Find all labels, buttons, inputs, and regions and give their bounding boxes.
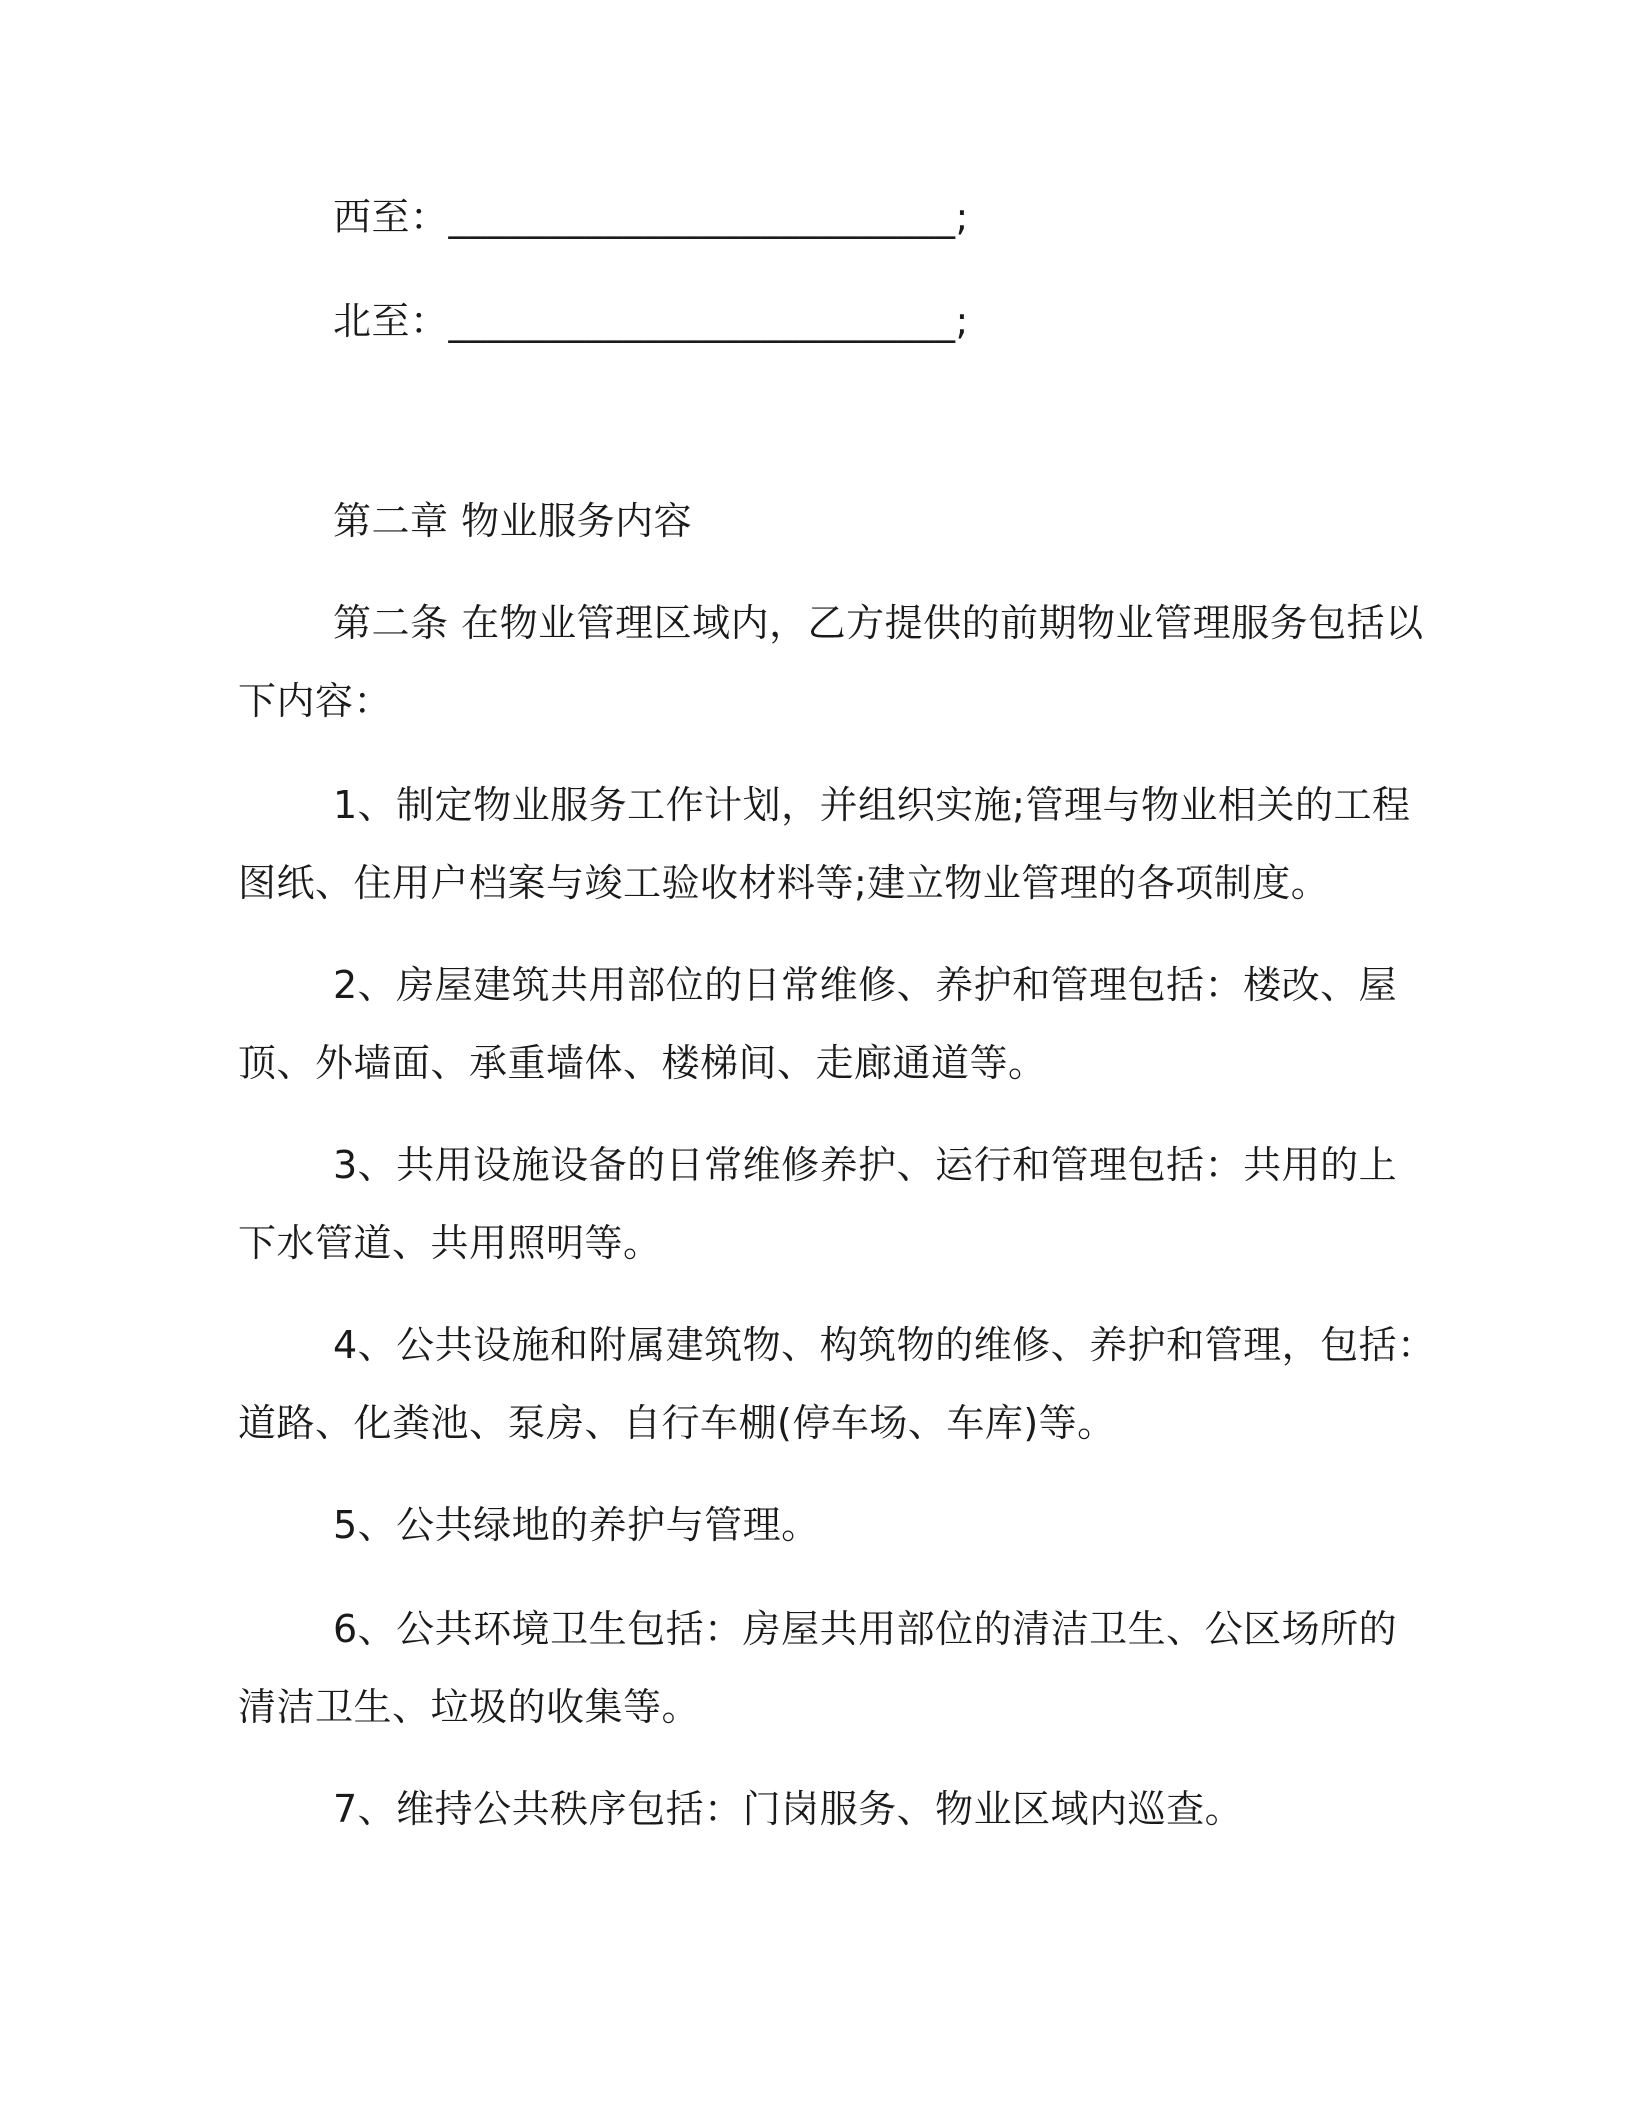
item-6-line-2: 清洁卫生、垃圾的收集等。 bbox=[238, 1685, 701, 1729]
item-6-line-1: 6、公共环境卫生包括：房屋共用部位的清洁卫生、公区场所的 bbox=[333, 1607, 1398, 1651]
article-2-line-1: 第二条 在物业管理区域内，乙方提供的前期物业管理服务包括以 bbox=[333, 601, 1424, 645]
chapter-heading: 第二章 物业服务内容 bbox=[333, 499, 693, 543]
article-2-line-2: 下内容： bbox=[238, 679, 393, 723]
west-boundary-line: 西至：__________________________; bbox=[333, 195, 969, 239]
item-5-line-1: 5、公共绿地的养护与管理。 bbox=[333, 1503, 820, 1547]
item-1-line-1: 1、制定物业服务工作计划，并组织实施;管理与物业相关的工程 bbox=[333, 783, 1411, 827]
item-3-line-1: 3、共用设施设备的日常维修养护、运行和管理包括：共用的上 bbox=[333, 1143, 1398, 1187]
north-boundary-line: 北至：__________________________; bbox=[333, 299, 969, 343]
item-1-line-2: 图纸、住用户档案与竣工验收材料等;建立物业管理的各项制度。 bbox=[238, 861, 1330, 905]
item-7-line-1: 7、维持公共秩序包括：门岗服务、物业区域内巡查。 bbox=[333, 1787, 1244, 1831]
item-2-line-1: 2、房屋建筑共用部位的日常维修、养护和管理包括：楼改、屋 bbox=[333, 963, 1398, 1007]
item-2-line-2: 顶、外墙面、承重墙体、楼梯间、走廊通道等。 bbox=[238, 1041, 1047, 1085]
item-4-line-1: 4、公共设施和附属建筑物、构筑物的维修、养护和管理，包括： bbox=[333, 1323, 1436, 1367]
item-4-line-2: 道路、化粪池、泵房、自行车棚(停车场、车库)等。 bbox=[238, 1401, 1116, 1445]
item-3-line-2: 下水管道、共用照明等。 bbox=[238, 1221, 662, 1265]
